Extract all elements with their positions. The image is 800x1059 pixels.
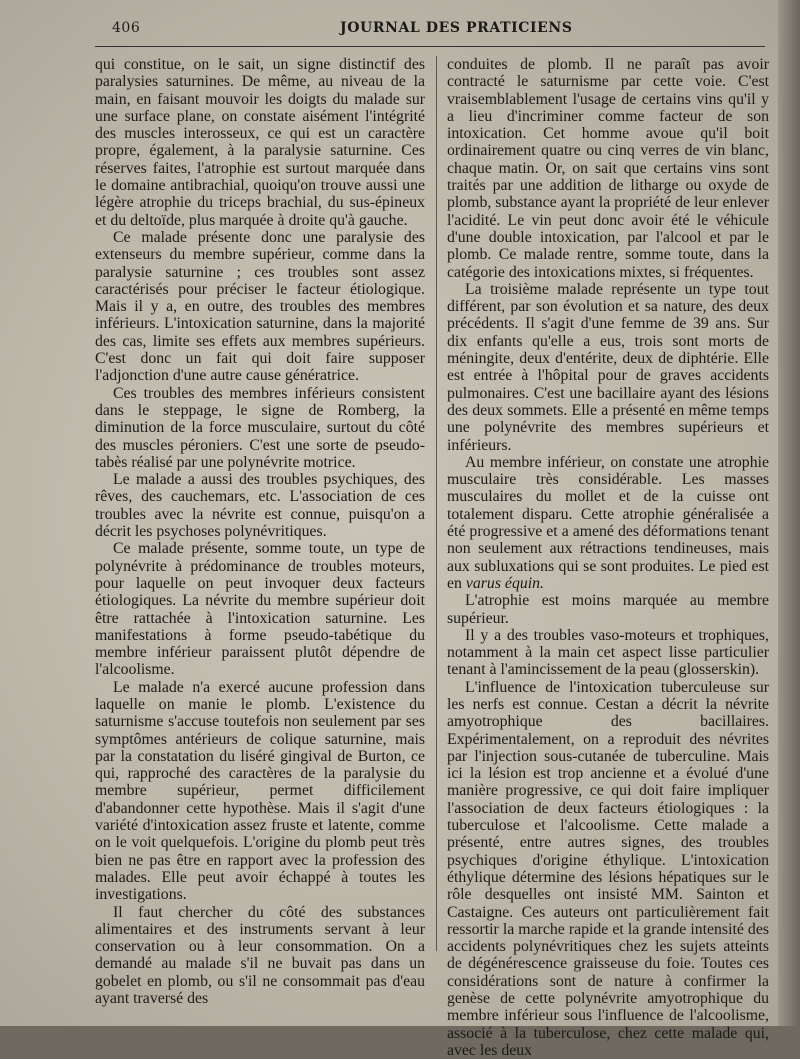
column-divider: [436, 56, 437, 951]
paragraph: Ce malade présente, somme toute, un type de polynévrite à prédominance de troubles moteurs, pour laquelle on peut invoquer deux facteurs étiologiques. La névrite du membre supérieur doit être rattachée à l'intoxication saturnine. Les manifestations à forme pseudo-tabétique du membre inférieur paraissent plutôt dépendre de l'alcoolisme.: [95, 540, 425, 679]
journal-title: JOURNAL DES PRATICIENS: [340, 20, 573, 36]
paragraph: Il y a des troubles vaso-moteurs et trophiques, notamment à la main cet aspect lisse particulier tenant à l'amincissement de la peau (glosserskin).: [447, 626, 769, 679]
italic-term: varus équin.: [465, 574, 544, 592]
paragraph: L'influence de l'intoxication tuberculeuse sur les nerfs est connue. Cestan a décrit la névrite amyotrophique des bacillaires. Expérimentalement, on a reproduit des névrites par l'injection sous-cutanée de tuberculine. Mais ici la lésion est trop ancienne et a évolué d'une manière progressive, ce qui doit faire impliquer l'association de deux facteurs étiologiques : la tuberculose et l'alcoolisme. Cette malade a présenté, entre autres signes, des troubles psychiques d'origine éthylique. L'intoxication éthylique détermine des lésions hépatiques sur le rôle desquelles ont insisté MM. Sainton et Castaigne. Ces auteurs ont particulièrement fait ressortir la marche rapide et la grande intensité des accidents polynévritiques chez les sujets atteints de dégénérescence graisseuse du foie. Toutes ces considérations sont de nature à confirmer la genèse de cette polynévrite amyotrophique du membre inférieur sous l'influence de l'alcoolisme, associé à la tuberculose, chez cette malade qui, avec les deux: [447, 678, 769, 1059]
paragraph: Le malade n'a exercé aucune profession dans laquelle on manie le plomb. L'existence du saturnisme s'accuse toutefois non seulement par ses symptômes antérieurs de colique saturnine, mais par la constatation du liséré gingival de Burton, ce qui, rapproché des caractères de la paralysie du membre supérieur, permet difficilement d'abandonner cette hypothèse. Mais il s'agit d'une variété d'intoxication assez fruste et latente, comme on le voit quelquefois. L'origine du plomb peut très bien ne pas être en rapport avec la profession des malades. Elle peut avoir échappé à toutes les investigations.: [95, 678, 425, 904]
header-rule: [95, 46, 765, 47]
right-column: [447, 56, 769, 1059]
paragraph: qui constitue, on le sait, un signe distinctif des paralysies saturnines. De même, au niveau de la main, en faisant mouvoir les doigts du malade sur une surface plane, on constate aisément l'intégrité des muscles interosseux, ce qui est un caractère propre, également, à la paralysie saturnine. Ces réserves faites, l'atrophie est surtout marquée dans le domaine antibrachial, quoiqu'on trouve aussi une légère atrophie du triceps brachial, du sus-épineux et du deltoïde, plus marquée à droite qu'à gauche.: [95, 56, 425, 229]
paragraph: Le malade a aussi des troubles psychiques, des rêves, des cauchemars, etc. L'association de ces troubles avec la névrite est connue, puisqu'on a décrit les psychoses polynévritiques.: [95, 471, 425, 541]
paragraph: La troisième malade représente un type tout différent, par son évolution et sa nature, des deux précédents. Il s'agit d'une femme de 39 ans. Sur dix enfants qu'elle a eus, trois sont morts de méningite, deux d'entérite, deux de diphtérie. Elle est entrée à l'hôpital pour de graves accidents pulmonaires. C'est une bacillaire ayant des lésions des deux sommets. Elle a présenté en même temps une polynévrite des membres supérieurs et inférieurs.: [447, 280, 769, 454]
paragraph: Ces troubles des membres inférieurs consistent dans le steppage, le signe de Romberg, la diminution de la force musculaire, surtout du côté des muscles péroniers. C'est une sorte de pseudo-tabès réalisé par une polynévrite motrice.: [95, 384, 425, 471]
page-edge-shadow: [778, 0, 800, 1026]
paragraph: conduites de plomb. Il ne paraît pas avoir contracté le saturnisme par cette voie. C'est vraisemblablement l'usage de certains vins qu'il y a lieu d'incriminer comme facteur de son intoxication. Cet homme avoue qu'il boit ordinairement quatre ou cinq verres de vin blanc, chaque matin. Or, on sait que certains vins sont traités par une addition de litharge ou oxyde de plomb, substance ayant la propriété de leur enlever l'acidité. Le vin peut donc avoir été le véhicule d'une double intoxication, par l'alcool et par le plomb. Ce malade rentre, somme toute, dans la catégorie des intoxications mixtes, si fréquentes.: [447, 56, 769, 281]
page-number: 406: [112, 20, 141, 36]
paragraph-text: Au membre inférieur, on constate une atrophie musculaire très considérable. Les masses musculaires du mollet et de la cuisse ont totalement disparu. Cette atrophie généralisée a été progressive et a amené des déformations tenant non seulement aux rétractions tendineuses, mais aux subluxations qui se sont produites. Le pied est en: [447, 453, 769, 592]
paragraph: Ce malade présente donc une paralysie des extenseurs du membre supérieur, comme dans la paralysie saturnine ; ces troubles sont assez caractérisés pour préciser le facteur étiologique. Mais il y a, en outre, des troubles des membres inférieurs. L'intoxication saturnine, dans la majorité des cas, limite ses effets aux membres supérieurs. C'est donc un fait qui doit faire supposer l'adjonction d'une autre cause génératrice.: [95, 228, 425, 385]
left-column: [95, 56, 425, 1007]
page-header: [90, 18, 770, 42]
paragraph: [447, 454, 769, 592]
paragraph: L'atrophie est moins marquée au membre supérieur.: [447, 592, 769, 627]
paragraph: Il faut chercher du côté des substances alimentaires et des instruments servant à leur conservation ou à leur consommation. On a demandé au malade s'il ne buvait pas dans un gobelet en plomb, ou s'il ne consommait pas d'eau ayant traversé des: [95, 903, 425, 1008]
